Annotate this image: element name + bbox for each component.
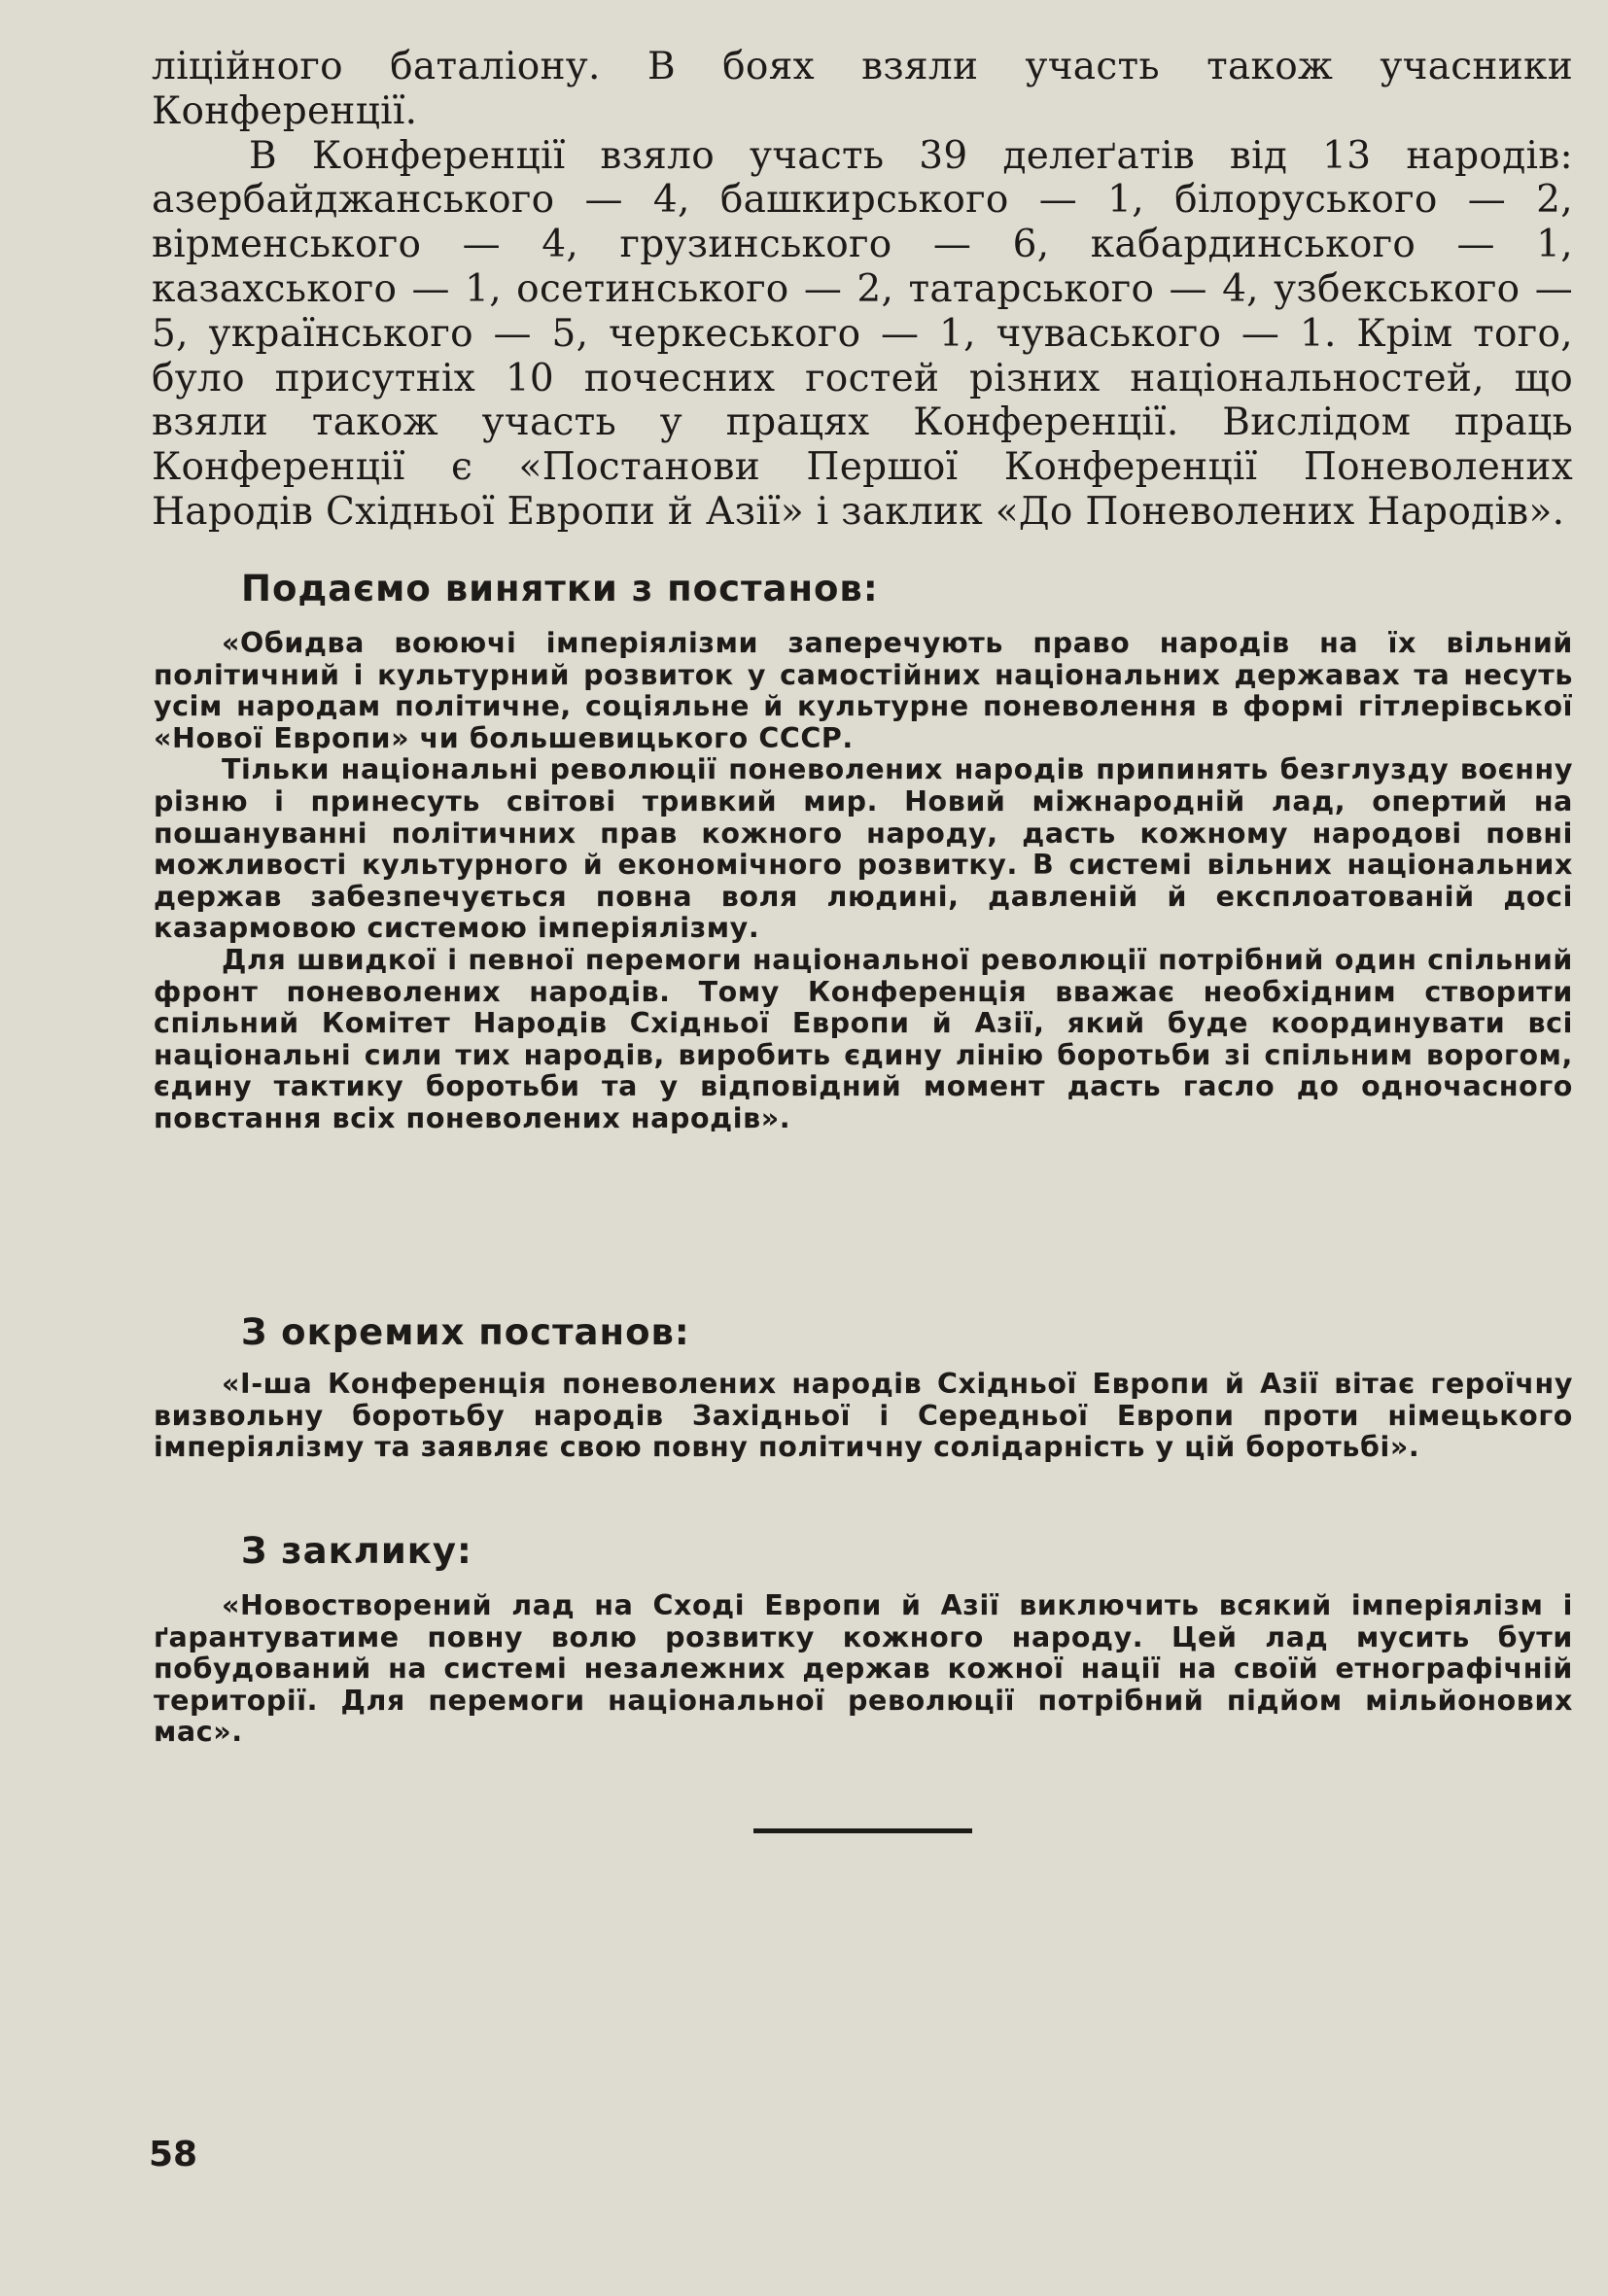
paragraph-continuation: ліційного баталіону. В боях взяли участь також учасники Конференції. (152, 45, 1573, 133)
body-text-top (152, 45, 1573, 535)
quote-paragraph: «Обидва воюючі імперіялізми заперечують право народів на їх вільний політичний і культурний розвиток у самостійних національних державах та несуть усім народам політичне, соціяльне й культурне поневолення в формі гітлерівської «Нової Европи» чи большевицького СССР. (154, 627, 1573, 754)
quote-resolutions (154, 627, 1573, 1135)
page-number: 58 (149, 2135, 198, 2174)
heading-excerpts: Подаємо винятки з постанов: (241, 568, 879, 609)
quote-paragraph: «Новостворений лад на Сході Европи й Азії виключить всякий імперіялізм і ґарантуватиме повну волю розвитку кожного народу. Цей лад мусить бути побудований на системі незалежних держав кожної нації на своїй етнографічній території. Для перемоги національної революції потрібний підйом мільйонових мас». (154, 1589, 1573, 1749)
heading-separate-resolutions: З окремих постанов: (241, 1311, 690, 1353)
quote-solidarity (154, 1368, 1573, 1464)
quote-appeal (154, 1589, 1573, 1749)
section-divider-rule (753, 1828, 972, 1833)
quote-paragraph: Для швидкої і певної перемоги національної революції потрібний один спільний фронт поневолених народів. Тому Конференція вважає необхідним створити спільний Комітет Народів Східньої Европи й Азії, який буде координувати всі національні сили тих народів, виробить єдину лінію боротьби зі спільним ворогом, єдину тактику боротьби та у відповідний момент дасть гасло до одночасного повстання всіх поневолених народів». (154, 943, 1573, 1134)
quote-paragraph: «І-ша Конференція поневолених народів Східньої Европи й Азії вітає героїчну визвольну боротьбу народів Західньої і Середньої Европи проти німецького імперіялізму та заявляє свою повну політичну солідарність у цій боротьбі». (154, 1368, 1573, 1464)
quote-paragraph: Тільки національні революції поневолених народів припинять безглузду воєнну різню і принесуть світові тривкий мир. Новий міжнародній лад, опертий на пошануванні політичних прав кожного народу, дасть кожному народові повні можливості культурного й економічного розвитку. В системі вільних національних держав забезпечується повна воля людині, давленій й експлоатованій досі казармовою системою імперіялізму. (154, 753, 1573, 945)
heading-appeal: З заклику: (241, 1530, 472, 1572)
paragraph-delegates: В Конференції взяло участь 39 делеґатів від 13 народів: азербайджанського — 4, башкирського — 1, білоруського — 2, вірменського — 4, грузинського — 6, кабардинського — 1, казахського — 1, осетинського — 2, татарського — 4, узбекського — 5, українського — 5, черкеського — 1, чуваського — 1. Крім того, було присутніх 10 почесних гостей різних національностей, що взяли також участь у працях Конференції. Вислідом праць Конференції є «Постанови Першої Конференції Поневолених Народів Східньої Европи й Азії» і заклик «До Поневолених Народів». (152, 133, 1573, 534)
